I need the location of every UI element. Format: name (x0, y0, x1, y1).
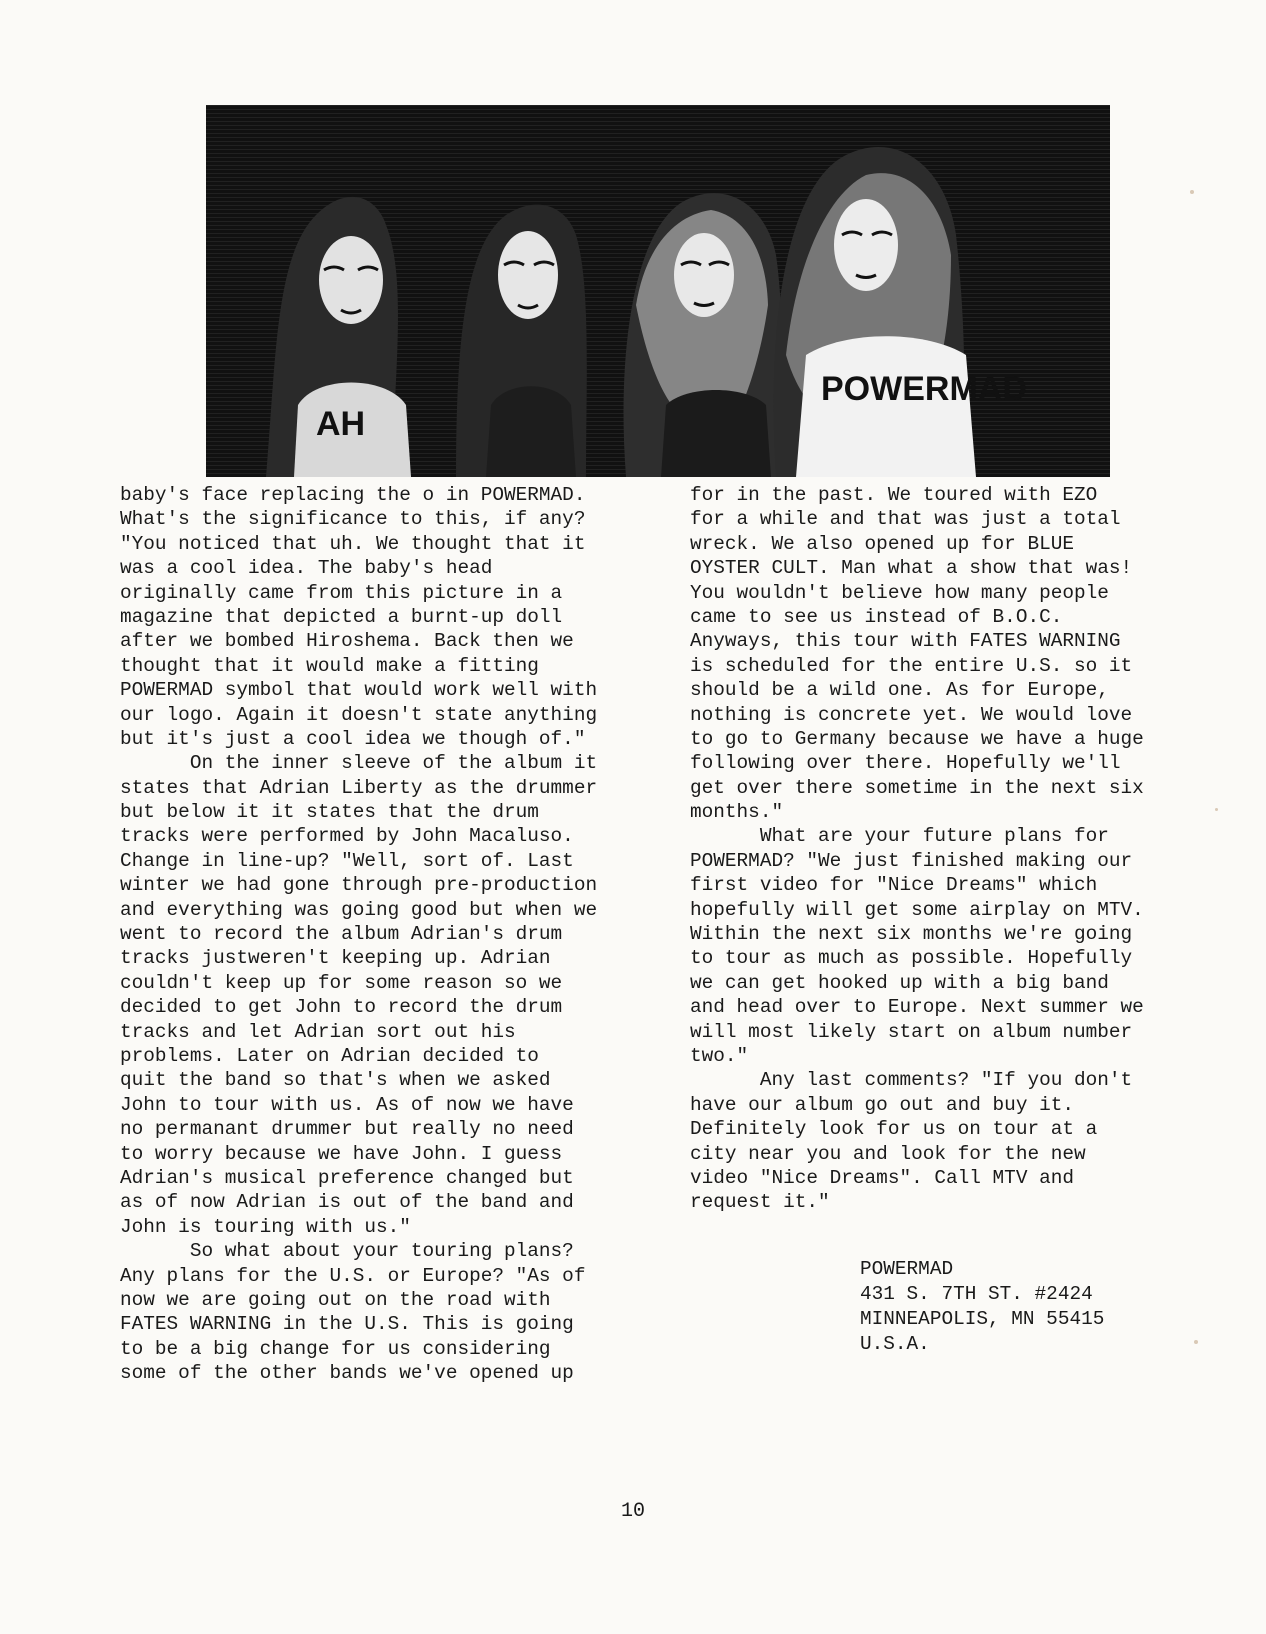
address-line: MINNEAPOLIS, MN 55415 (860, 1308, 1105, 1330)
text-line: following over there. Hopefully we'll (690, 752, 1121, 775)
text-line: as of now Adrian is out of the band and (120, 1191, 574, 1214)
text-line: OYSTER CULT. Man what a show that was! (690, 557, 1133, 580)
text-line: have our album go out and buy it. (690, 1093, 1074, 1116)
text-line: went to record the album Adrian's drum (120, 923, 563, 946)
text-line: now we are going out on the road with (120, 1288, 551, 1311)
text-line: was a cool idea. The baby's head (120, 557, 493, 580)
text-line: "You noticed that uh. We thought that it (120, 532, 586, 555)
text-line: hopefully will get some airplay on MTV. (690, 898, 1144, 921)
text-line: Definitely look for us on tour at a (690, 1118, 1098, 1141)
band-photo (206, 105, 1110, 477)
text-line: some of the other bands we've opened up (120, 1362, 574, 1385)
text-line: POWERMAD symbol that would work well with (120, 679, 598, 702)
text-line: to go to Germany because we have a huge (690, 727, 1144, 750)
text-line: to be a big change for us considering (120, 1337, 551, 1360)
paper-speck (1190, 190, 1194, 194)
text-line: decided to get John to record the drum (120, 996, 563, 1019)
shirt-text: POWERMAD (821, 370, 1027, 408)
text-line: months." (690, 801, 784, 824)
text-line: Any plans for the U.S. or Europe? "As of (120, 1264, 586, 1287)
text-line: and everything was going good but when we (120, 898, 598, 921)
text-line: and head over to Europe. Next summer we (690, 996, 1144, 1019)
address-line: U.S.A. (860, 1333, 930, 1355)
text-line: should be a wild one. As for Europe, (690, 679, 1109, 702)
text-line: thought that it would make a fitting (120, 654, 539, 677)
text-line: request it." (690, 1191, 830, 1214)
text-line: after we bombed Hiroshema. Back then we (120, 630, 574, 653)
band-photo-graphic (206, 105, 1110, 477)
article-right-column (690, 483, 1210, 1215)
text-line: came to see us instead of B.O.C. (690, 605, 1063, 628)
text-line: POWERMAD? "We just finished making our (690, 849, 1133, 872)
text-line: to worry because we have John. I guess (120, 1142, 563, 1165)
text-line: wreck. We also opened up for BLUE (690, 532, 1074, 555)
text-line: Anyways, this tour with FATES WARNING (690, 630, 1121, 653)
text-line: will most likely start on album number (690, 1020, 1133, 1043)
text-line: winter we had gone through pre-production (120, 874, 598, 897)
text-line: our logo. Again it doesn't state anything (120, 703, 598, 726)
text-line: magazine that depicted a burnt-up doll (120, 605, 563, 628)
text-line: originally came from this picture in a (120, 581, 563, 604)
text-line: FATES WARNING in the U.S. This is going (120, 1313, 574, 1336)
text-line: problems. Later on Adrian decided to (120, 1044, 539, 1067)
text-line: John is touring with us." (120, 1215, 411, 1238)
text-line: for in the past. We toured with EZO (690, 484, 1098, 506)
text-line: What's the significance to this, if any? (120, 508, 586, 531)
address-line: 431 S. 7TH ST. #2424 (860, 1283, 1093, 1305)
text-line: but below it it states that the drum (120, 801, 539, 824)
text-line: tracks and let Adrian sort out his (120, 1020, 516, 1043)
page-number: 10 (620, 1500, 645, 1523)
contact-address (860, 1257, 1104, 1357)
text-line: You wouldn't believe how many people (690, 581, 1109, 604)
text-line: video "Nice Dreams". Call MTV and (690, 1166, 1074, 1189)
text-line: quit the band so that's when we asked (120, 1069, 551, 1092)
text-line: to tour as much as possible. Hopefully (690, 947, 1133, 970)
text-line: Change in line-up? "Well, sort of. Last (120, 849, 574, 872)
text-line: two." (690, 1044, 749, 1067)
text-line: no permanant drummer but really no need (120, 1118, 574, 1141)
article-left-column (120, 483, 640, 1385)
text-line: states that Adrian Liberty as the drummer (120, 776, 598, 799)
text-line: couldn't keep up for some reason so we (120, 971, 563, 994)
text-line: is scheduled for the entire U.S. so it (690, 654, 1133, 677)
text-line: first video for "Nice Dreams" which (690, 874, 1098, 897)
text-line: tracks justweren't keeping up. Adrian (120, 947, 551, 970)
text-line: So what about your touring plans? (120, 1240, 574, 1263)
shirt-text: AH (316, 405, 366, 443)
text-line: Adrian's musical preference changed but (120, 1166, 574, 1189)
address-line: POWERMAD (860, 1258, 954, 1280)
text-line: Any last comments? "If you don't (690, 1069, 1133, 1092)
text-line: Within the next six months we're going (690, 923, 1133, 946)
text-line: we can get hooked up with a big band (690, 971, 1109, 994)
text-line: tracks were performed by John Macaluso. (120, 825, 574, 848)
text-line: On the inner sleeve of the album it (120, 752, 598, 775)
text-line: for a while and that was just a total (690, 508, 1121, 531)
paper-speck (1215, 808, 1218, 811)
text-line: John to tour with us. As of now we have (120, 1093, 574, 1116)
paper-speck (1194, 1340, 1198, 1344)
text-line: city near you and look for the new (690, 1142, 1086, 1165)
text-line: What are your future plans for (690, 825, 1109, 848)
text-line: baby's face replacing the o in POWERMAD. (120, 484, 586, 506)
text-line: nothing is concrete yet. We would love (690, 703, 1133, 726)
text-line: get over there sometime in the next six (690, 776, 1144, 799)
text-line: but it's just a cool idea we though of." (120, 727, 586, 750)
